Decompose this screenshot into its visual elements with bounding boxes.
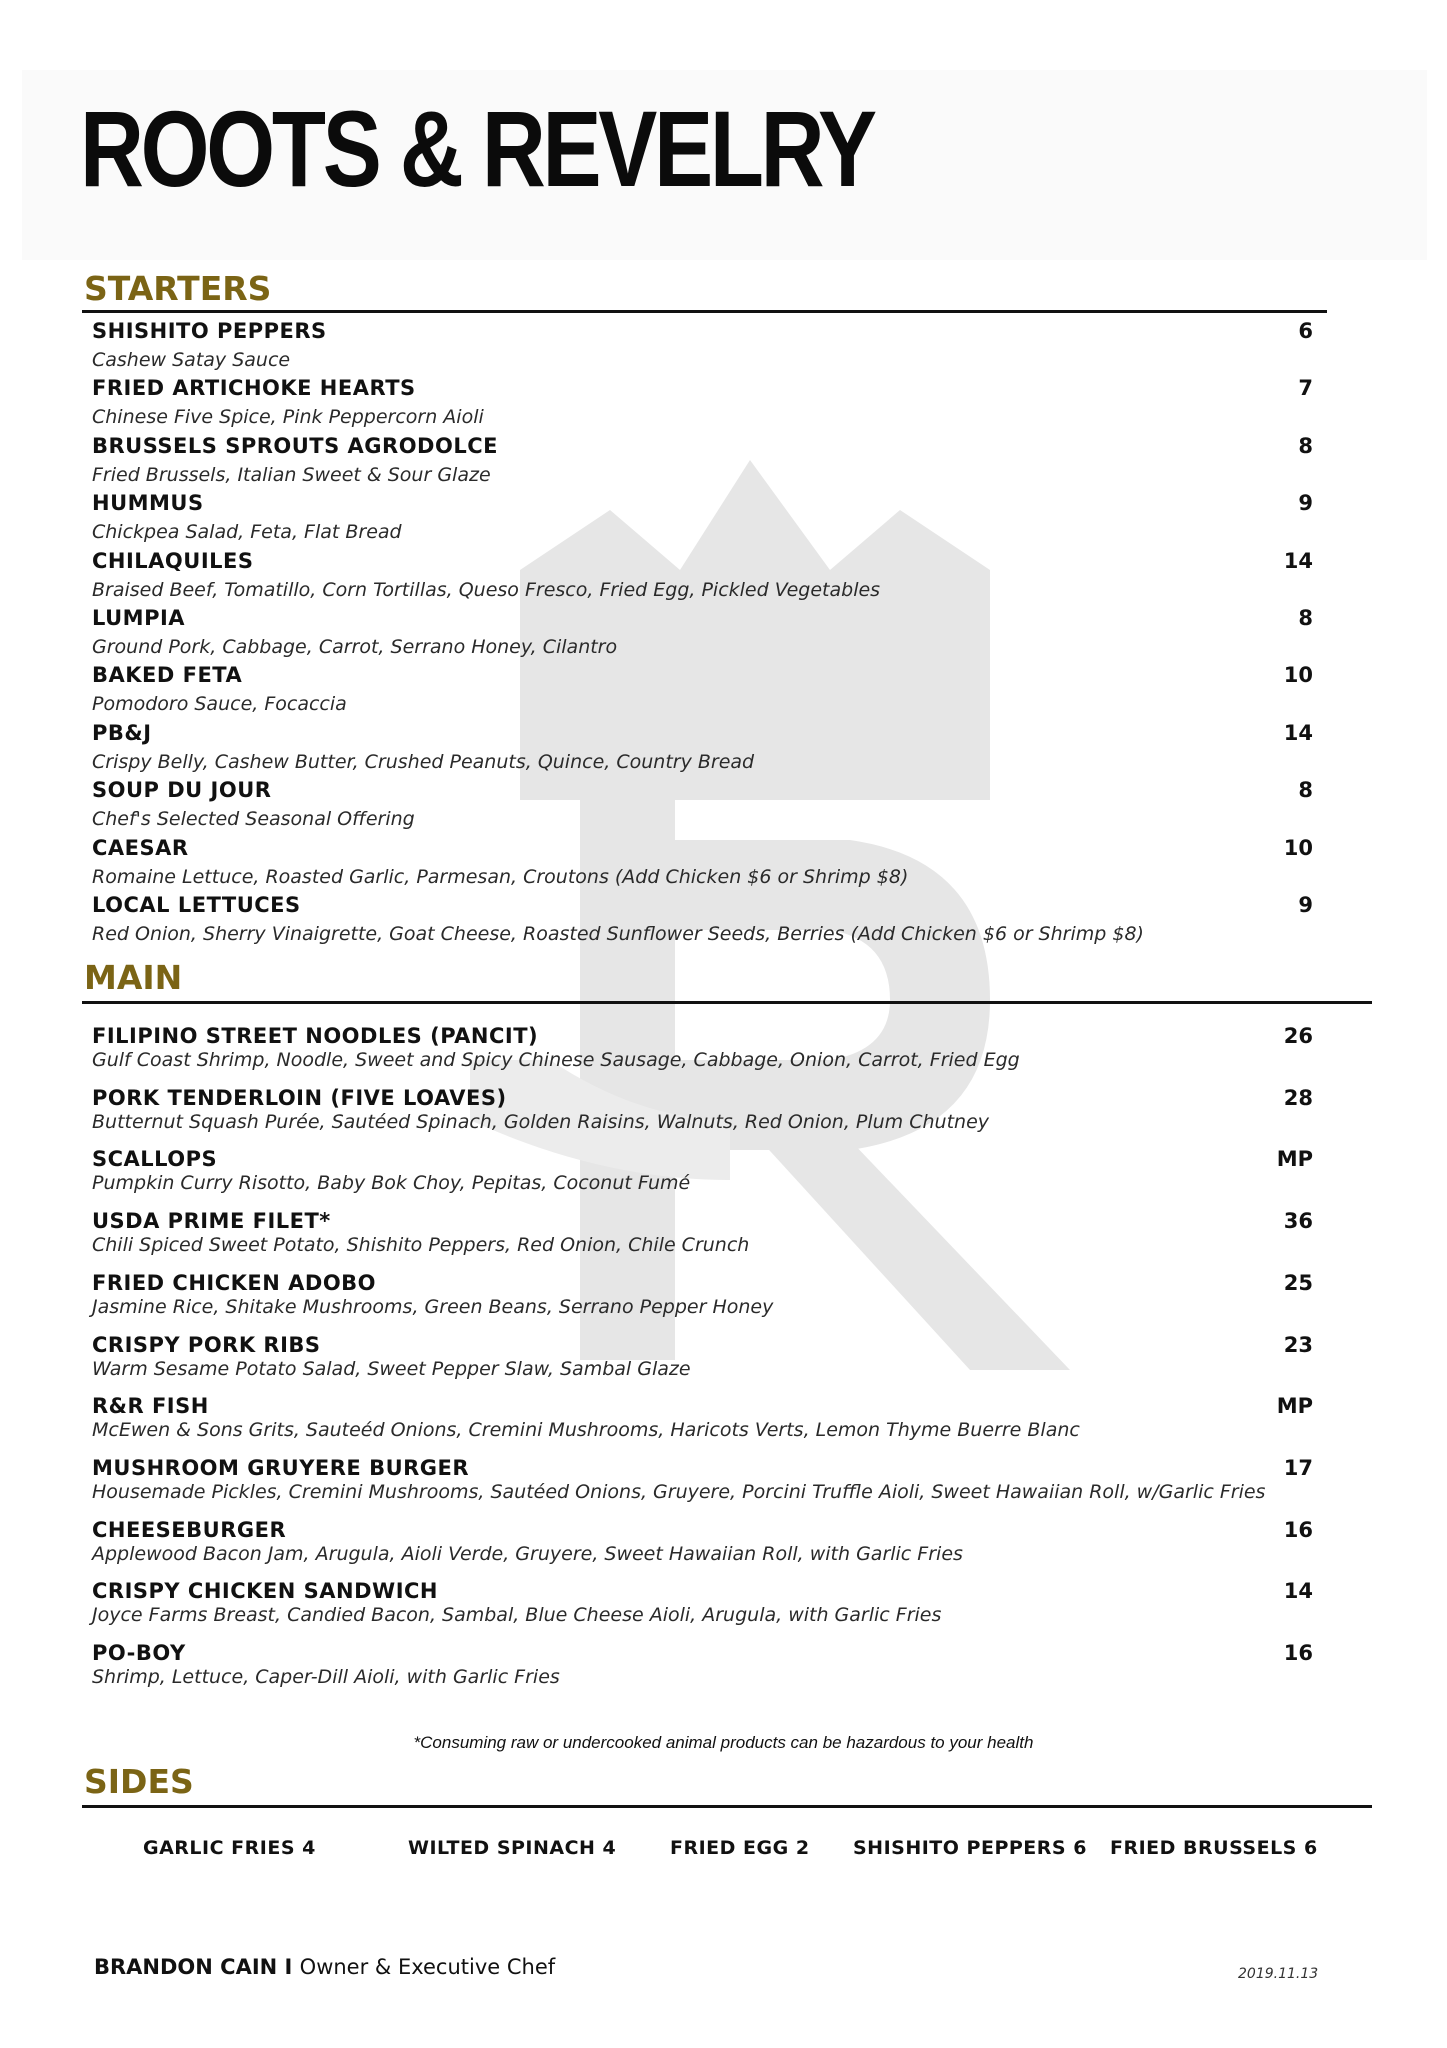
- menu-item-price: 14: [1283, 1579, 1313, 1604]
- menu-item-name: PO-BOY: [92, 1641, 186, 1665]
- menu-item-name: SHISHITO PEPPERS: [92, 319, 327, 343]
- menu-item-name: BRUSSELS SPROUTS AGRODOLCE: [92, 433, 498, 458]
- menu-item-description: Romaine Lettuce, Roasted Garlic, Parmesan, Croutons (Add Chicken $6 or Shrimp $8): [92, 865, 909, 888]
- menu-item-price: 14: [1283, 720, 1313, 745]
- menu-item-price: 17: [1283, 1455, 1313, 1480]
- menu-item-price: 23: [1283, 1332, 1313, 1357]
- chef-name: BRANDON CAIN: [94, 1955, 278, 1979]
- menu-item-description: Red Onion, Sherry Vinaigrette, Goat Cheese, Roasted Sunflower Seeds, Berries (Add Chicken $6 or Shrimp $8): [92, 923, 1144, 945]
- menu-item-name: FRIED ARTICHOKE HEARTS: [92, 376, 416, 401]
- menu-item-price: 10: [1283, 835, 1313, 860]
- menu-item-description: Fried Brussels, Italian Sweet & Sour Glaze: [92, 463, 491, 486]
- sides-divider: [82, 1805, 1372, 1808]
- menu-item-price: MP: [1276, 1394, 1313, 1419]
- menu-item-name: FILIPINO STREET NOODLES (PANCIT): [92, 1024, 539, 1048]
- restaurant-title: ROOTS & REVELRY: [80, 88, 874, 209]
- menu-item-description: Gulf Coast Shrimp, Noodle, Sweet and Spicy Chinese Sausage, Cabbage, Onion, Carrot, Fried Egg: [92, 1049, 1020, 1071]
- menu-item-price: MP: [1276, 1147, 1313, 1172]
- starters-heading: STARTERS: [84, 269, 272, 308]
- menu-item-description: Chickpea Salad, Feta, Flat Bread: [92, 521, 402, 544]
- credit-separator: I: [277, 1955, 300, 1979]
- main-heading: MAIN: [84, 958, 183, 997]
- sides-heading: SIDES: [84, 1762, 194, 1801]
- menu-item-description: McEwen & Sons Grits, Sauteéd Onions, Cremini Mushrooms, Haricots Verts, Lemon Thyme Buerre Blanc: [92, 1419, 1080, 1442]
- menu-item-description: Chili Spiced Sweet Potato, Shishito Peppers, Red Onion, Chile Crunch: [92, 1234, 750, 1257]
- menu-item-name: SOUP DU JOUR: [92, 778, 272, 803]
- menu-item-name: CHILAQUILES: [92, 548, 254, 573]
- menu-item-name: PB&J: [92, 720, 152, 745]
- side-item: FRIED BRUSSELS 6: [1110, 1837, 1318, 1859]
- menu-item-description: Pumpkin Curry Risotto, Baby Bok Choy, Pepitas, Coconut Fumé: [92, 1172, 691, 1195]
- menu-item-name: LOCAL LETTUCES: [92, 893, 301, 917]
- menu-item-name: SCALLOPS: [92, 1147, 218, 1172]
- menu-item-description: Pomodoro Sauce, Focaccia: [92, 693, 347, 716]
- menu-item-description: Cashew Satay Sauce: [92, 349, 291, 371]
- menu-item-name: FRIED CHICKEN ADOBO: [92, 1270, 377, 1295]
- menu-item-name: CAESAR: [92, 835, 189, 860]
- menu-date: 2019.11.13: [1238, 1966, 1319, 1982]
- side-item: GARLIC FRIES 4: [143, 1837, 316, 1859]
- menu-item-description: Jasmine Rice, Shitake Mushrooms, Green Beans, Serrano Pepper Honey: [92, 1295, 774, 1318]
- side-item: FRIED EGG 2: [670, 1837, 810, 1859]
- menu-item-price: 6: [1298, 319, 1313, 343]
- menu-item-description: Applewood Bacon Jam, Arugula, Aioli Verde, Gruyere, Sweet Hawaiian Roll, with Garlic Fries: [92, 1542, 963, 1565]
- menu-item-price: 9: [1298, 491, 1313, 516]
- menu-item-name: HUMMUS: [92, 491, 204, 516]
- menu-item-description: Warm Sesame Potato Salad, Sweet Pepper Slaw, Sambal Glaze: [92, 1357, 691, 1380]
- menu-item-description: Chinese Five Spice, Pink Peppercorn Aioli: [92, 406, 484, 429]
- menu-item-description: Ground Pork, Cabbage, Carrot, Serrano Honey, Cilantro: [92, 636, 618, 658]
- side-item: SHISHITO PEPPERS 6: [853, 1837, 1087, 1859]
- chef-title: Owner & Executive Chef: [299, 1955, 556, 1979]
- menu-item-price: 36: [1283, 1209, 1313, 1234]
- menu-item-name: PORK TENDERLOIN (FIVE LOAVES): [92, 1085, 507, 1110]
- raw-food-disclaimer: *Consuming raw or undercooked animal products can be hazardous to your health: [413, 1733, 1034, 1752]
- menu-item-name: R&R FISH: [92, 1394, 209, 1419]
- menu-item-description: Shrimp, Lettuce, Caper-Dill Aioli, with Garlic Fries: [92, 1666, 560, 1688]
- menu-item-price: 28: [1283, 1085, 1313, 1110]
- menu-item-price: 9: [1298, 893, 1313, 917]
- menu-item-price: 16: [1283, 1641, 1313, 1665]
- menu-item-price: 26: [1283, 1024, 1313, 1048]
- menu-item-description: Crispy Belly, Cashew Butter, Crushed Peanuts, Quince, Country Bread: [92, 750, 755, 773]
- menu-item-name: MUSHROOM GRUYERE BURGER: [92, 1455, 470, 1480]
- menu-item-description: Butternut Squash Purée, Sautéed Spinach, Golden Raisins, Walnuts, Red Onion, Plum Chutney: [92, 1110, 990, 1133]
- menu-item-price: 8: [1298, 606, 1313, 630]
- menu-item-description: Joyce Farms Breast, Candied Bacon, Sambal, Blue Cheese Aioli, Arugula, with Garlic Fries: [92, 1604, 942, 1627]
- menu-item-name: USDA PRIME FILET*: [92, 1209, 331, 1234]
- menu-item-price: 7: [1298, 376, 1313, 401]
- menu-item-price: 25: [1283, 1270, 1313, 1295]
- chef-credit: [94, 1955, 555, 1979]
- menu-item-name: CRISPY PORK RIBS: [92, 1332, 321, 1357]
- menu-item-description: Housemade Pickles, Cremini Mushrooms, Sautéed Onions, Gruyere, Porcini Truffle Aioli, Sweet Hawaiian Roll, w/Garlic Fries: [92, 1480, 1266, 1503]
- menu-item-price: 16: [1283, 1517, 1313, 1542]
- menu-item-price: 8: [1298, 433, 1313, 458]
- starters-divider: [82, 310, 1327, 313]
- menu-item-description: Chef's Selected Seasonal Offering: [92, 808, 415, 831]
- menu-item-name: CHEESEBURGER: [92, 1517, 287, 1542]
- menu-item-price: 14: [1283, 548, 1313, 573]
- menu-item-description: Braised Beef, Tomatillo, Corn Tortillas, Queso Fresco, Fried Egg, Pickled Vegetables: [92, 578, 881, 601]
- menu-item-name: LUMPIA: [92, 606, 186, 630]
- menu-item-price: 8: [1298, 778, 1313, 803]
- menu-item-price: 10: [1283, 663, 1313, 688]
- main-divider: [82, 1001, 1372, 1004]
- menu-item-name: CRISPY CHICKEN SANDWICH: [92, 1579, 438, 1604]
- menu-item-name: BAKED FETA: [92, 663, 243, 688]
- side-item: WILTED SPINACH 4: [408, 1837, 617, 1859]
